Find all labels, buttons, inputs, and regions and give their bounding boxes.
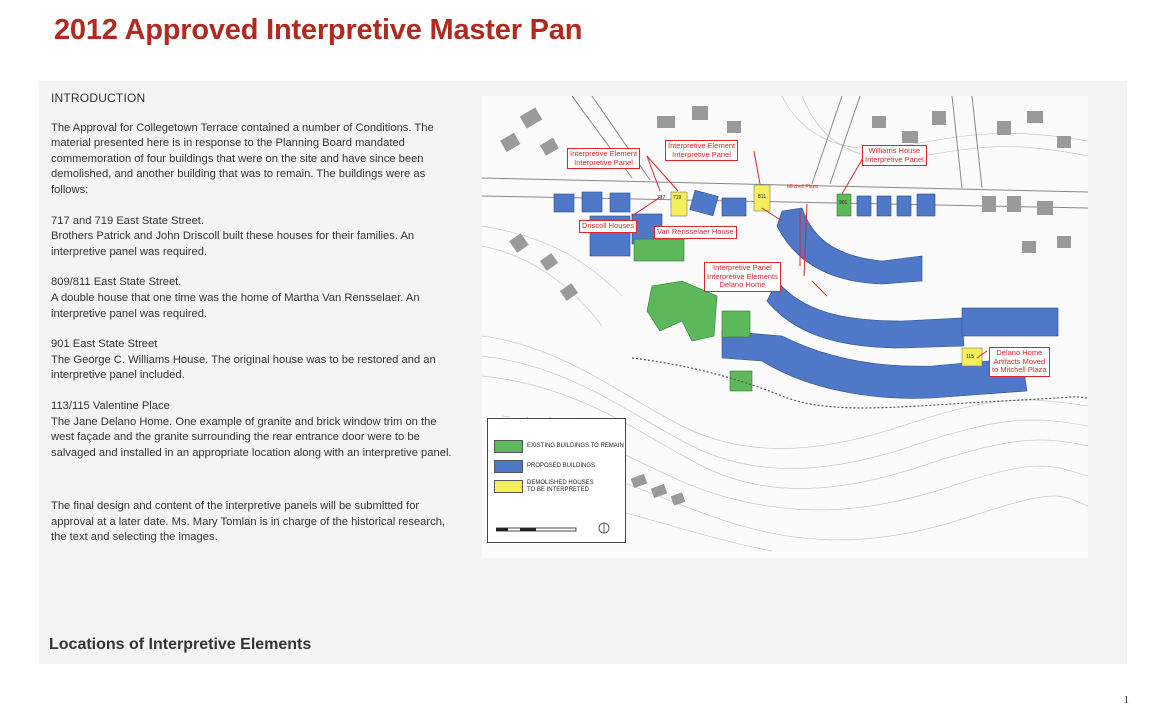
label-719: 719 bbox=[673, 195, 682, 201]
callout-williams-house: Williams House Interpretive Panel bbox=[862, 145, 927, 166]
callout-van-rensselaer-house: Van Rensselaer House bbox=[654, 226, 737, 239]
intro-paragraph: The Approval for Collegetown Terrace contained a number of Conditions. The material presented here is in response to the Planning Board mandated commemoration of four buildings that were on the site and have since been demolished, and another building that was to remain. The buildings were as follows: bbox=[51, 121, 434, 196]
legend bbox=[487, 418, 626, 543]
label-115: 115 bbox=[966, 354, 974, 360]
callout-delano-artifacts: Delano Home Artifacts Moved to Mitchell Plaza bbox=[989, 347, 1050, 377]
callout-driscoll-element: Interpretive Element Interpretive Panel bbox=[567, 148, 640, 169]
callout-driscoll-houses: Driscoll Houses bbox=[579, 220, 637, 233]
legend-item-demolished: DEMOLISHED HOUSES TO BE INTERPRETED bbox=[494, 480, 599, 494]
locations-heading: Locations of Interpretive Elements bbox=[49, 636, 312, 653]
mitchell-plaza-label: Mitchell Plaza bbox=[787, 184, 818, 190]
callout-van-rensselaer-element: Interpretive Element Interpretive Panel bbox=[665, 140, 738, 161]
legend-item-proposed: PROPOSED BUILDINGS bbox=[494, 460, 595, 473]
van-rensselaer-paragraph: 809/811 East State Street. A double house that one time was the home of Martha Van Rensselaer. An interpretive panel was required. bbox=[51, 276, 420, 320]
label-811: 811 bbox=[758, 194, 766, 200]
introduction bbox=[51, 91, 461, 561]
final-paragraph: The final design and content of the interpretive panels will be submitted for approval at a later date. Ms. Mary Tomlan is in charge of the historical research, the text and selecting the images. bbox=[51, 500, 446, 544]
page-number: 1 bbox=[1123, 694, 1129, 706]
legend-swatch-yellow bbox=[494, 480, 523, 493]
label-901: 901 bbox=[839, 200, 848, 206]
intro-heading: INTRODUCTION bbox=[51, 91, 146, 105]
delano-paragraph: 113/115 Valentine Place The Jane Delano Home. One example of granite and brick window trim on the west façade and the granite surrounding the rear entrance door were to be salvaged and installed in an appropriate location along with an interpretive panel. bbox=[51, 399, 452, 459]
legend-swatch-green bbox=[494, 440, 523, 453]
williams-paragraph: 901 East State Street The George C. Williams House. The original house was to be restored and an interpretive panel included. bbox=[51, 338, 436, 382]
driscoll-paragraph: 717 and 719 East State Street. Brothers Patrick and John Driscoll built these houses for their families. An interpretive panel was required. bbox=[51, 214, 415, 258]
scanned-page bbox=[39, 81, 1127, 664]
label-717: 717 bbox=[657, 195, 666, 201]
callout-delano-elements: Interpretive Panel Interpretive Elements Delano Home bbox=[704, 262, 781, 292]
scale-bar-and-north-arrow bbox=[496, 522, 620, 540]
legend-item-existing: EXISTING BUILDINGS TO REMAIN bbox=[494, 440, 624, 453]
legend-swatch-blue bbox=[494, 460, 523, 473]
page-title: 2012 Approved Interpretive Master Pan bbox=[54, 14, 583, 46]
